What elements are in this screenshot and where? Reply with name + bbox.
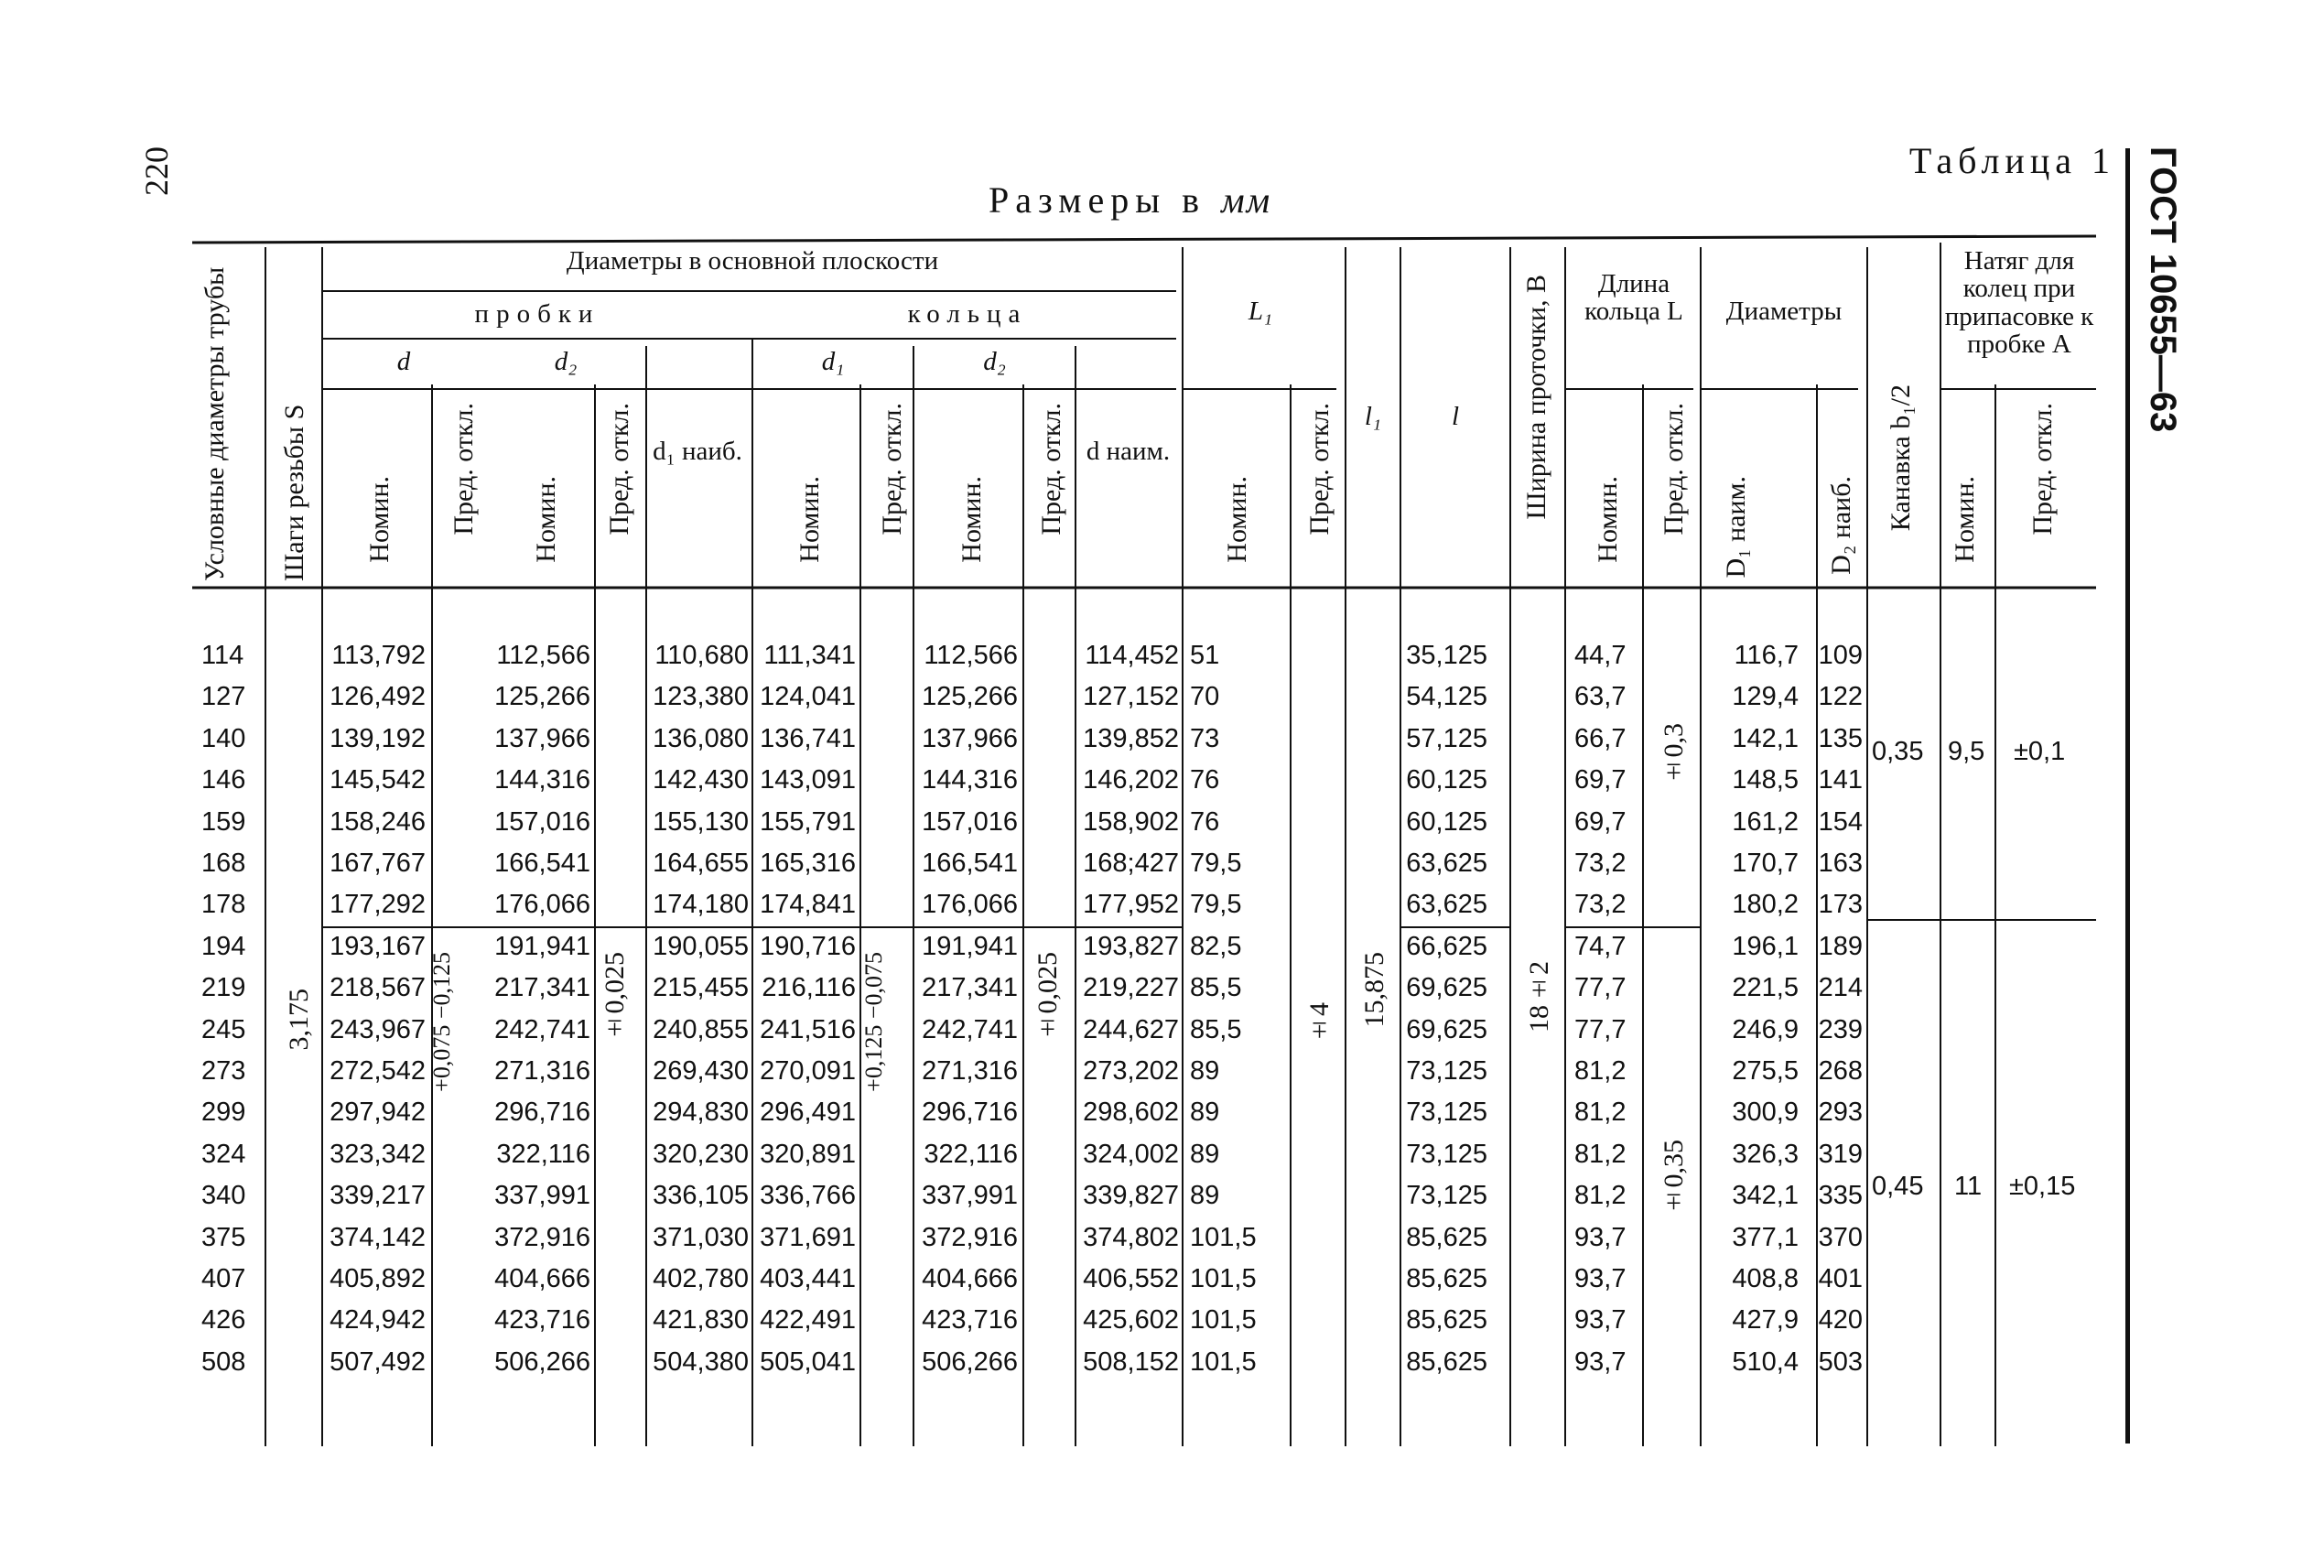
cell-d-min: 219,227 xyxy=(1083,973,1179,1003)
header-D1-min: D₁ наим. xyxy=(1721,476,1751,579)
header-L1: L₁ xyxy=(1248,297,1273,326)
header-groove: Канавка b₁/2 xyxy=(1886,384,1916,532)
cell-D1-min: 148,5 xyxy=(1732,765,1799,795)
header-ring-d2: d₂ xyxy=(983,347,1006,376)
header-ring-d1-tol: Пред. откл. xyxy=(877,403,907,535)
cell-plug-d-nom: 218,567 xyxy=(330,973,426,1003)
cell-D1-min: 116,7 xyxy=(1734,641,1799,670)
cell-ring-length-nom: 69,7 xyxy=(1574,806,1627,837)
cell-ring-d1-nom: 190,716 xyxy=(760,931,856,961)
cell-ring-length-nom: 69,7 xyxy=(1574,765,1627,795)
cell-ring-length-nom: 74,7 xyxy=(1574,931,1627,961)
header-diameters: Диаметры xyxy=(1725,297,1843,326)
cell-ring-d1-nom: 216,116 xyxy=(762,973,856,1003)
cell-ring-d1-nom: 270,091 xyxy=(760,1056,856,1086)
cell-l-value: 63,625 xyxy=(1406,890,1487,920)
cell-plug-d2-nom: 337,991 xyxy=(494,1181,590,1211)
cell-ring-length-nom: 63,7 xyxy=(1574,682,1627,712)
cell-cond-diameter: 340 xyxy=(201,1181,246,1211)
header-D2-max: D₂ наиб. xyxy=(1826,476,1856,575)
cell-l-value: 73,125 xyxy=(1406,1139,1487,1169)
cell-d-min: 374,802 xyxy=(1083,1222,1179,1252)
cell-L1-nom: 79,5 xyxy=(1190,849,1242,878)
cell-plug-d2-nom: 372,916 xyxy=(494,1222,590,1252)
cell-plug-d2-nom: 506,266 xyxy=(494,1346,590,1377)
cell-plug-d2-nom: 423,716 xyxy=(494,1305,590,1336)
cell-cond-diameter: 299 xyxy=(201,1098,246,1128)
table-label: Таблица 1 xyxy=(1908,140,2115,181)
cell-cond-diameter: 194 xyxy=(201,931,246,961)
cell-D1-min: 275,5 xyxy=(1732,1056,1799,1086)
header-groove-width: Ширина проточки, B xyxy=(1521,275,1551,520)
header-ring-length-tol: Пред. откл. xyxy=(1659,403,1689,535)
cell-D1-min: 221,5 xyxy=(1732,973,1799,1003)
cell-l-value: 69,625 xyxy=(1406,1014,1487,1044)
ring-length-tolerance-bottom: ±0,35 xyxy=(1659,1140,1689,1218)
cell-d-min: 168;427 xyxy=(1083,849,1179,878)
cell-cond-diameter: 324 xyxy=(201,1139,246,1169)
cell-L1-nom: 85,5 xyxy=(1190,1014,1242,1044)
cell-ring-d1-nom: 505,041 xyxy=(760,1346,856,1377)
tension-nom-top: 9,5 xyxy=(1948,737,1985,766)
cell-d1-max: 110,680 xyxy=(654,641,749,670)
cell-plug-d2-nom: 125,266 xyxy=(494,682,590,712)
cell-d1-max: 269,430 xyxy=(653,1056,749,1086)
cell-plug-d2-nom: 144,316 xyxy=(494,765,590,795)
cell-plug-d-nom: 424,942 xyxy=(330,1305,426,1336)
header-rings: кольца xyxy=(907,299,1028,329)
cell-d-min: 193,827 xyxy=(1083,931,1179,961)
cell-D2-max: 214 xyxy=(1818,973,1863,1003)
cell-plug-d-nom: 167,767 xyxy=(330,849,426,878)
cell-plug-d2-nom: 242,741 xyxy=(494,1014,590,1044)
cell-d1-max: 402,780 xyxy=(653,1264,749,1293)
cell-ring-length-nom: 73,2 xyxy=(1574,890,1627,920)
cell-plug-d-nom: 339,217 xyxy=(330,1181,426,1211)
cell-d-min: 177,952 xyxy=(1083,890,1179,920)
cell-l-value: 69,625 xyxy=(1406,973,1487,1003)
cell-L1-nom: 85,5 xyxy=(1190,973,1242,1003)
header-plug-d-tol: Пред. откл. xyxy=(449,403,479,535)
cell-D2-max: 370 xyxy=(1818,1222,1863,1252)
cell-L1-nom: 101,5 xyxy=(1190,1305,1257,1336)
cell-cond-diameter: 140 xyxy=(201,723,246,753)
cell-D2-max: 154 xyxy=(1818,806,1863,837)
cell-ring-d2-nom: 296,716 xyxy=(922,1098,1018,1128)
cell-D2-max: 319 xyxy=(1818,1139,1863,1169)
cell-cond-diameter: 407 xyxy=(201,1264,246,1293)
cell-d-min: 508,152 xyxy=(1083,1346,1179,1377)
cell-ring-length-nom: 73,2 xyxy=(1574,849,1627,878)
header-pitch: Шаги резьбы S xyxy=(279,404,309,581)
caption-prefix: Размеры в xyxy=(989,179,1206,221)
cell-d-min: 298,602 xyxy=(1083,1098,1179,1128)
cell-ring-length-nom: 81,2 xyxy=(1574,1139,1627,1169)
cell-d-min: 127,152 xyxy=(1083,682,1179,712)
cell-ring-length-nom: 77,7 xyxy=(1574,1014,1627,1044)
cell-L1-nom: 70 xyxy=(1190,682,1220,712)
cell-cond-diameter: 219 xyxy=(201,973,246,1003)
cell-ring-d2-nom: 423,716 xyxy=(922,1305,1018,1336)
cell-cond-diameter: 127 xyxy=(201,682,246,712)
cell-L1-nom: 89 xyxy=(1190,1098,1220,1128)
cell-D2-max: 135 xyxy=(1818,723,1863,753)
cell-L1-nom: 89 xyxy=(1190,1181,1220,1211)
cell-D2-max: 239 xyxy=(1818,1014,1863,1044)
cell-L1-nom: 89 xyxy=(1190,1139,1220,1169)
l1-value: 15,875 xyxy=(1359,952,1389,1028)
cell-l-value: 35,125 xyxy=(1406,641,1487,670)
cell-ring-d2-nom: 217,341 xyxy=(922,973,1018,1003)
cell-ring-length-nom: 81,2 xyxy=(1574,1056,1627,1086)
cell-ring-d2-nom: 137,966 xyxy=(922,723,1018,753)
cell-plug-d-nom: 323,342 xyxy=(330,1139,426,1169)
cell-ring-length-nom: 44,7 xyxy=(1574,641,1627,670)
cell-D1-min: 142,1 xyxy=(1732,723,1799,753)
cell-D2-max: 173 xyxy=(1818,890,1863,920)
header-ring-d2-tol: Пред. откл. xyxy=(1036,403,1066,535)
cell-D1-min: 342,1 xyxy=(1732,1181,1799,1211)
cell-L1-nom: 51 xyxy=(1190,641,1220,670)
cell-plug-d-nom: 139,192 xyxy=(330,723,426,753)
cell-d-min: 339,827 xyxy=(1083,1181,1179,1211)
cell-D2-max: 401 xyxy=(1818,1264,1863,1293)
cell-plug-d2-nom: 322,116 xyxy=(496,1139,590,1169)
cell-cond-diameter: 168 xyxy=(201,849,246,878)
header-ring-length: Длина кольца L xyxy=(1584,269,1683,327)
cell-d1-max: 421,830 xyxy=(653,1305,749,1336)
cell-ring-d1-nom: 296,491 xyxy=(760,1098,856,1128)
tension-nom-bottom: 11 xyxy=(1954,1172,1983,1201)
cell-D1-min: 129,4 xyxy=(1732,682,1799,712)
cell-plug-d2-nom: 137,966 xyxy=(494,723,590,753)
cell-ring-length-nom: 93,7 xyxy=(1574,1264,1627,1293)
cell-plug-d-nom: 126,492 xyxy=(330,682,426,712)
cell-cond-diameter: 146 xyxy=(201,765,246,795)
cell-cond-diameter: 508 xyxy=(201,1346,246,1377)
cell-ring-d2-nom: 144,316 xyxy=(922,765,1018,795)
cell-ring-length-nom: 93,7 xyxy=(1574,1346,1627,1377)
plug-d2-tolerance: ±0,025 xyxy=(600,952,630,1044)
header-plug-d2-nom: Номин. xyxy=(531,476,561,563)
ring-length-tolerance-top: ±0,3 xyxy=(1659,723,1689,788)
cell-ring-d2-nom: 337,991 xyxy=(922,1181,1018,1211)
cell-ring-length-nom: 81,2 xyxy=(1574,1181,1627,1211)
cell-D2-max: 189 xyxy=(1818,931,1863,961)
cell-l-value: 85,625 xyxy=(1406,1264,1487,1293)
cell-D2-max: 503 xyxy=(1818,1346,1863,1377)
cell-plug-d-nom: 374,142 xyxy=(330,1222,426,1252)
cell-ring-d2-nom: 125,266 xyxy=(922,682,1018,712)
cell-ring-d1-nom: 155,791 xyxy=(760,806,856,837)
cell-D2-max: 420 xyxy=(1818,1305,1863,1336)
cell-D1-min: 427,9 xyxy=(1732,1305,1799,1336)
cell-L1-nom: 101,5 xyxy=(1190,1222,1257,1252)
cell-plug-d-nom: 405,892 xyxy=(330,1264,426,1293)
cell-ring-d1-nom: 371,691 xyxy=(760,1222,856,1252)
header-main-plane: Диаметры в основной плоскости xyxy=(566,246,939,276)
cell-d1-max: 174,180 xyxy=(653,890,749,920)
pitch-value: 3,175 xyxy=(284,989,314,1051)
header-plugs: пробки xyxy=(474,299,600,329)
cell-ring-d2-nom: 191,941 xyxy=(922,931,1018,961)
cell-d1-max: 190,055 xyxy=(653,931,749,961)
cell-d1-max: 136,080 xyxy=(653,723,749,753)
cell-ring-d2-nom: 176,066 xyxy=(922,890,1018,920)
cell-ring-d1-nom: 336,766 xyxy=(760,1181,856,1211)
cell-d1-max: 123,380 xyxy=(653,682,749,712)
cell-d1-max: 215,455 xyxy=(653,973,749,1003)
cell-l-value: 54,125 xyxy=(1406,682,1487,712)
cell-ring-d2-nom: 506,266 xyxy=(922,1346,1018,1377)
groove-width-value: 18±2 xyxy=(1524,961,1554,1033)
cell-d-min: 273,202 xyxy=(1083,1056,1179,1086)
cell-ring-d1-nom: 320,891 xyxy=(760,1139,856,1169)
cell-l-value: 73,125 xyxy=(1406,1056,1487,1086)
cell-d-min: 406,552 xyxy=(1083,1264,1179,1293)
header-l1: l₁ xyxy=(1364,402,1382,431)
ring-d1-tolerance: +0,125 −0,075 xyxy=(860,952,887,1092)
header-ring-d1: d₁ xyxy=(821,347,845,376)
cell-D1-min: 510,4 xyxy=(1732,1346,1799,1377)
cell-ring-d2-nom: 404,666 xyxy=(922,1264,1018,1293)
page-number: 220 xyxy=(138,146,175,196)
header-plug-d2-tol: Пред. откл. xyxy=(604,403,634,535)
cell-plug-d-nom: 507,492 xyxy=(330,1346,426,1377)
cell-D2-max: 141 xyxy=(1818,765,1863,795)
L1-tolerance: ±4 xyxy=(1304,1002,1335,1046)
header-conditional-diameter: Условные диаметры трубы xyxy=(200,266,230,581)
tension-tol-bottom: ±0,15 xyxy=(2009,1172,2076,1201)
cell-cond-diameter: 245 xyxy=(201,1014,246,1044)
cell-ring-d1-nom: 124,041 xyxy=(760,682,856,712)
header-tension-tol: Пред. откл. xyxy=(2027,403,2058,535)
cell-ring-d2-nom: 242,741 xyxy=(922,1014,1018,1044)
cell-ring-d2-nom: 166,541 xyxy=(922,849,1018,878)
header-L1-nom: Номин. xyxy=(1222,476,1252,563)
header-tension-nom: Номин. xyxy=(1950,476,1980,563)
cell-L1-nom: 82,5 xyxy=(1190,931,1242,961)
cell-plug-d-nom: 193,167 xyxy=(330,931,426,961)
header-d-min: d наим. xyxy=(1086,437,1171,466)
header-ring-d1-nom: Номин. xyxy=(794,476,825,563)
cell-L1-nom: 101,5 xyxy=(1190,1264,1257,1293)
header-d1-max: d₁ наиб. xyxy=(653,437,742,466)
cell-ring-length-nom: 93,7 xyxy=(1574,1305,1627,1336)
cell-D2-max: 122 xyxy=(1818,682,1863,712)
cell-d-min: 158,902 xyxy=(1083,806,1179,837)
groove-bottom-value: 0,45 xyxy=(1872,1172,1924,1201)
cell-D1-min: 326,3 xyxy=(1732,1139,1799,1169)
cell-plug-d2-nom: 404,666 xyxy=(494,1264,590,1293)
header-L1-tol: Пред. откл. xyxy=(1304,403,1335,535)
cell-ring-length-nom: 93,7 xyxy=(1574,1222,1627,1252)
cell-ring-d1-nom: 165,316 xyxy=(760,849,856,878)
cell-plug-d-nom: 177,292 xyxy=(330,890,426,920)
cell-l-value: 60,125 xyxy=(1406,765,1487,795)
cell-l-value: 85,625 xyxy=(1406,1222,1487,1252)
cell-l-value: 66,625 xyxy=(1406,931,1487,961)
cell-ring-length-nom: 66,7 xyxy=(1574,723,1627,753)
cell-d-min: 425,602 xyxy=(1083,1305,1179,1336)
cell-ring-d1-nom: 241,516 xyxy=(760,1014,856,1044)
cell-plug-d2-nom: 176,066 xyxy=(494,890,590,920)
cell-cond-diameter: 114 xyxy=(201,641,244,670)
cell-plug-d2-nom: 166,541 xyxy=(494,849,590,878)
cell-cond-diameter: 375 xyxy=(201,1222,246,1252)
cell-ring-d2-nom: 372,916 xyxy=(922,1222,1018,1252)
cell-l-value: 57,125 xyxy=(1406,723,1487,753)
cell-l-value: 60,125 xyxy=(1406,806,1487,837)
cell-cond-diameter: 273 xyxy=(201,1056,246,1086)
cell-L1-nom: 73 xyxy=(1190,723,1220,753)
groove-top-value: 0,35 xyxy=(1872,737,1924,766)
cell-D1-min: 377,1 xyxy=(1732,1222,1799,1252)
cell-D1-min: 196,1 xyxy=(1732,931,1799,961)
cell-d-min: 146,202 xyxy=(1083,765,1179,795)
cell-ring-d2-nom: 271,316 xyxy=(922,1056,1018,1086)
cell-ring-d2-nom: 157,016 xyxy=(922,806,1018,837)
cell-plug-d-nom: 243,967 xyxy=(330,1014,426,1044)
cell-d1-max: 294,830 xyxy=(653,1098,749,1128)
header-ring-d2-nom: Номин. xyxy=(957,476,987,563)
cell-plug-d2-nom: 112,566 xyxy=(496,641,590,670)
cell-plug-d2-nom: 296,716 xyxy=(494,1098,590,1128)
cell-ring-d2-nom: 322,116 xyxy=(924,1139,1018,1169)
cell-D1-min: 300,9 xyxy=(1732,1098,1799,1128)
cell-ring-d1-nom: 422,491 xyxy=(760,1305,856,1336)
ring-d2-tolerance: ±0,025 xyxy=(1032,952,1063,1044)
cell-D1-min: 161,2 xyxy=(1732,806,1799,837)
cell-L1-nom: 89 xyxy=(1190,1056,1220,1086)
cell-cond-diameter: 159 xyxy=(201,806,246,837)
cell-D1-min: 408,8 xyxy=(1732,1264,1799,1293)
cell-L1-nom: 76 xyxy=(1190,806,1220,837)
cell-plug-d-nom: 145,542 xyxy=(330,765,426,795)
cell-plug-d-nom: 297,942 xyxy=(330,1098,426,1128)
cell-d1-max: 142,430 xyxy=(653,765,749,795)
cell-D1-min: 246,9 xyxy=(1732,1014,1799,1044)
header-plug-d2: d₂ xyxy=(554,347,578,376)
plug-d-tolerance: +0,075 −0,125 xyxy=(428,952,455,1092)
cell-ring-d1-nom: 111,341 xyxy=(763,641,856,670)
header-ring-length-nom: Номин. xyxy=(1593,476,1623,563)
cell-ring-d1-nom: 143,091 xyxy=(760,765,856,795)
cell-L1-nom: 101,5 xyxy=(1190,1346,1257,1377)
cell-d1-max: 240,855 xyxy=(653,1014,749,1044)
cell-ring-length-nom: 77,7 xyxy=(1574,973,1627,1003)
cell-ring-d2-nom: 112,566 xyxy=(924,641,1018,670)
standard-number: ГОСТ 10655—63 xyxy=(2143,146,2183,433)
cell-plug-d2-nom: 157,016 xyxy=(494,806,590,837)
cell-d-min: 139,852 xyxy=(1083,723,1179,753)
cell-d-min: 324,002 xyxy=(1083,1139,1179,1169)
cell-d-min: 114,452 xyxy=(1085,641,1179,670)
cell-cond-diameter: 178 xyxy=(201,890,246,920)
cell-l-value: 73,125 xyxy=(1406,1098,1487,1128)
cell-D2-max: 335 xyxy=(1818,1181,1863,1211)
cell-cond-diameter: 426 xyxy=(201,1305,246,1336)
header-plug-d: d xyxy=(396,347,411,376)
cell-plug-d-nom: 158,246 xyxy=(330,806,426,837)
cell-d1-max: 371,030 xyxy=(653,1222,749,1252)
cell-D1-min: 170,7 xyxy=(1732,849,1799,878)
caption-unit: мм xyxy=(1221,179,1272,221)
cell-l-value: 85,625 xyxy=(1406,1346,1487,1377)
cell-plug-d-nom: 113,792 xyxy=(331,641,426,670)
cell-d1-max: 320,230 xyxy=(653,1139,749,1169)
cell-plug-d2-nom: 271,316 xyxy=(494,1056,590,1086)
cell-plug-d-nom: 272,542 xyxy=(330,1056,426,1086)
cell-d1-max: 336,105 xyxy=(653,1181,749,1211)
cell-d1-max: 155,130 xyxy=(653,806,749,837)
cell-D2-max: 268 xyxy=(1818,1056,1863,1086)
cell-l-value: 85,625 xyxy=(1406,1305,1487,1336)
cell-plug-d2-nom: 191,941 xyxy=(494,931,590,961)
cell-D2-max: 293 xyxy=(1818,1098,1863,1128)
cell-L1-nom: 79,5 xyxy=(1190,890,1242,920)
cell-D1-min: 180,2 xyxy=(1732,890,1799,920)
header-l: l xyxy=(1451,402,1460,431)
cell-ring-d1-nom: 136,741 xyxy=(760,723,856,753)
cell-plug-d2-nom: 217,341 xyxy=(494,973,590,1003)
cell-ring-length-nom: 81,2 xyxy=(1574,1098,1627,1128)
cell-ring-d1-nom: 403,441 xyxy=(760,1264,856,1293)
cell-l-value: 63,625 xyxy=(1406,849,1487,878)
cell-d1-max: 504,380 xyxy=(653,1346,749,1377)
cell-L1-nom: 76 xyxy=(1190,765,1220,795)
header-tension: Натяг для колец при припасовке к пробке A xyxy=(1944,246,2094,360)
header-plug-d-nom: Номин. xyxy=(364,476,395,563)
cell-d1-max: 164,655 xyxy=(653,849,749,878)
tension-tol-top: ±0,1 xyxy=(2014,737,2066,766)
cell-d-min: 244,627 xyxy=(1083,1014,1179,1044)
cell-D2-max: 163 xyxy=(1818,849,1863,878)
cell-l-value: 73,125 xyxy=(1406,1181,1487,1211)
cell-D2-max: 109 xyxy=(1818,641,1863,670)
cell-ring-d1-nom: 174,841 xyxy=(760,890,856,920)
